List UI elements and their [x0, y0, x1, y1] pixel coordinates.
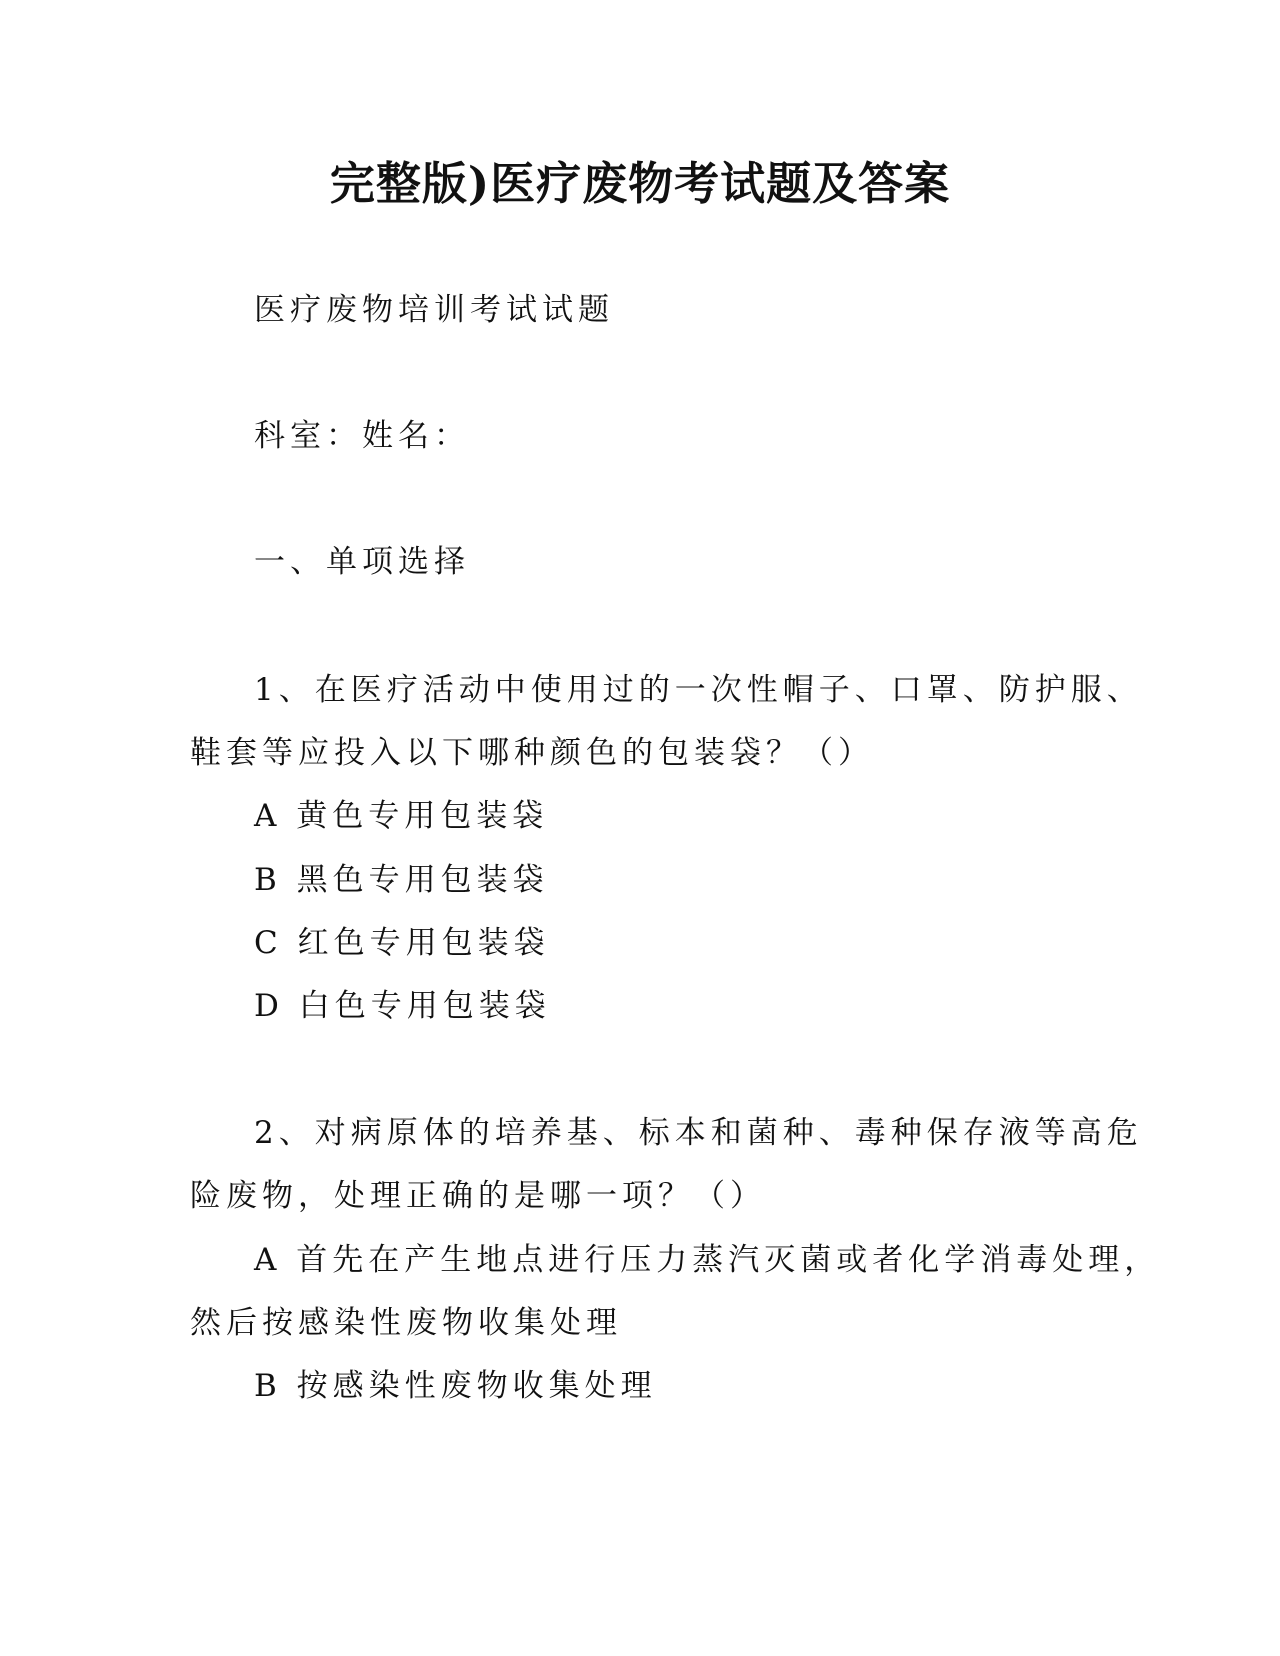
question-1-stem-line-1: 1、在医疗活动中使用过的一次性帽子、口罩、防护服、: [254, 672, 1143, 708]
question-2-option-a-line-1: A 首先在产生地点进行压力蒸汽灭菌或者化学消毒处理，: [254, 1242, 1161, 1278]
question-2-option-a-line-2: 然后按感染性废物收集处理: [190, 1305, 622, 1341]
section-heading: 一、单项选择: [254, 544, 470, 580]
question-1-option-a: A 黄色专用包装袋: [254, 798, 549, 834]
question-1-option-b: B 黑色专用包装袋: [254, 862, 549, 898]
exam-subtitle: 医疗废物培训考试试题: [254, 292, 614, 328]
question-1-option-d: D 白色专用包装袋: [254, 988, 551, 1024]
question-2-stem-line-2: 险废物，处理正确的是哪一项？（）: [190, 1178, 766, 1214]
question-1-stem-line-2: 鞋套等应投入以下哪种颜色的包装袋？（）: [190, 735, 874, 771]
document-title: 完整版)医疗废物考试题及答案: [329, 157, 951, 210]
question-2-option-b: B 按感染性废物收集处理: [254, 1368, 657, 1404]
question-2-stem-line-1: 2、对病原体的培养基、标本和菌种、毒种保存液等高危: [254, 1115, 1143, 1151]
question-1-option-c: C 红色专用包装袋: [254, 925, 550, 961]
department-name-line: 科室：姓名：: [254, 418, 470, 454]
